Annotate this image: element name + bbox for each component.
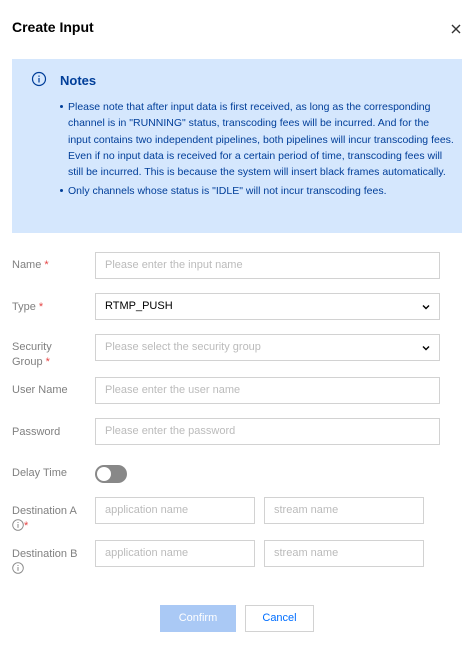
- required-mark: *: [24, 520, 29, 532]
- required-mark: *: [38, 301, 44, 313]
- user-name-input[interactable]: Please enter the user name: [95, 377, 440, 404]
- notes-title: Notes: [60, 73, 97, 88]
- required-mark: *: [45, 356, 50, 368]
- toggle-knob: [97, 467, 111, 481]
- info-icon[interactable]: [12, 562, 24, 574]
- required-mark: *: [44, 259, 49, 271]
- name-label: Name *: [12, 259, 49, 271]
- destination-b-stream-input[interactable]: stream name: [264, 540, 424, 567]
- security-group-label: Security Group *: [12, 341, 52, 368]
- password-input[interactable]: Please enter the password: [95, 418, 440, 445]
- destination-b-app-input[interactable]: application name: [95, 540, 255, 567]
- destination-a-label: Destination A *: [12, 505, 77, 532]
- delay-time-toggle[interactable]: [95, 465, 127, 483]
- type-label: Type *: [12, 301, 44, 313]
- notes-panel: [12, 59, 462, 233]
- type-select[interactable]: [95, 293, 440, 320]
- destination-b-label: Destination B: [12, 547, 77, 577]
- chevron-down-icon: [421, 302, 431, 312]
- notes-list: [60, 99, 454, 200]
- notes-item: Only channels whose status is "IDLE" will not incur transcoding fees.: [60, 183, 454, 199]
- type-selected-value: RTMP_PUSH: [105, 300, 173, 312]
- info-icon[interactable]: [12, 519, 24, 531]
- destination-a-app-input[interactable]: application name: [95, 497, 255, 524]
- security-group-placeholder: Please select the security group: [105, 341, 261, 353]
- security-group-select[interactable]: [95, 334, 440, 361]
- user-name-label: User Name: [12, 384, 68, 396]
- password-label: Password: [12, 426, 61, 438]
- info-icon: [31, 71, 47, 87]
- dialog-title: Create Input: [12, 19, 94, 35]
- destination-a-stream-input[interactable]: stream name: [264, 497, 424, 524]
- name-input[interactable]: Please enter the input name: [95, 252, 440, 279]
- close-icon[interactable]: [447, 20, 465, 38]
- confirm-button[interactable]: Confirm: [160, 605, 236, 632]
- delay-time-label: Delay Time: [12, 467, 68, 479]
- cancel-button[interactable]: Cancel: [245, 605, 314, 632]
- chevron-down-icon: [421, 343, 431, 353]
- notes-item: Please note that after input data is first received, as long as the corresponding channel is in "RUNNING" status, transcoding fees will be incurred. And for the input contains two independent pipelines, both pipelines will incur transcoding fees. Even if no input data is received for a certain period of time, transcoding fees will still be incurred. This is because the system will insert black frames automatically.: [60, 99, 454, 180]
